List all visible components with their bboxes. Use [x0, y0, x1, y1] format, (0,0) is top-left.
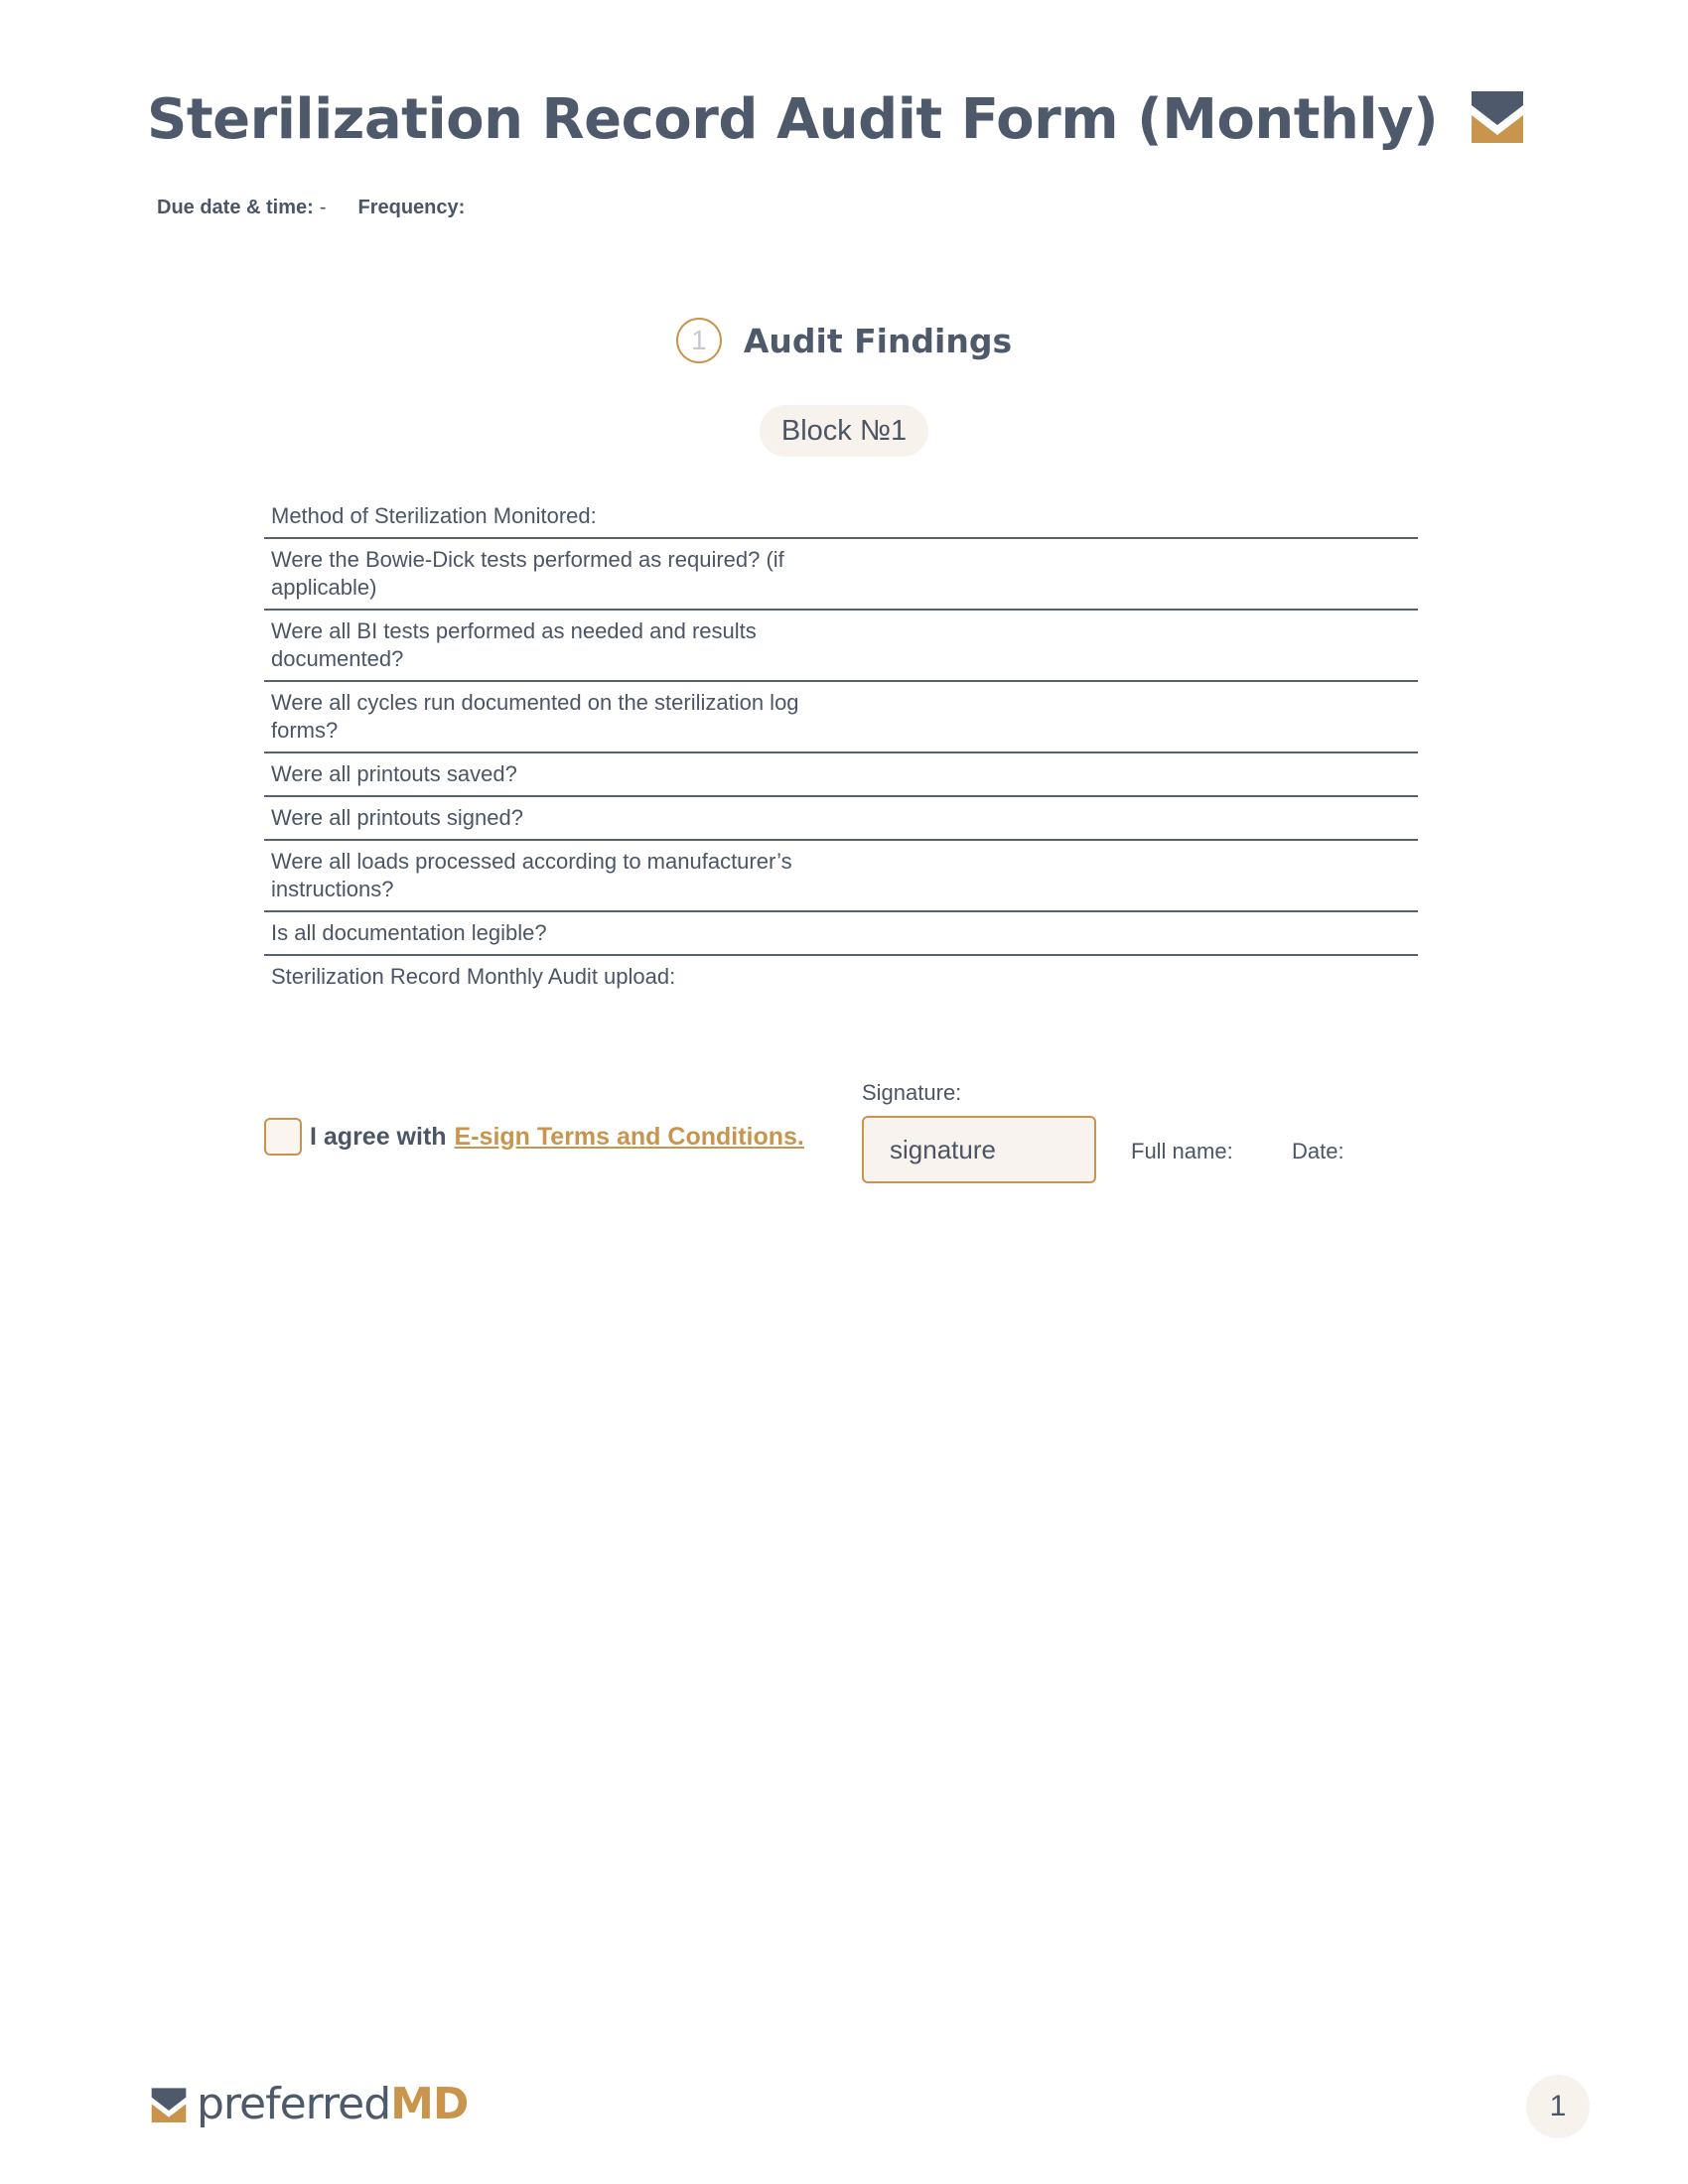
question-row — [264, 539, 1418, 611]
footer-logo-icon — [149, 2085, 189, 2124]
question-text: Is all documentation legible? — [271, 920, 547, 945]
due-date-value: - — [319, 197, 327, 218]
block-label: Block №1 — [760, 405, 928, 457]
agree-checkbox[interactable] — [264, 1118, 302, 1156]
questions-table — [264, 495, 1418, 998]
question-text: Were all cycles run documented on the sterilization log forms? — [271, 690, 799, 743]
brand-name — [197, 2079, 468, 2129]
frequency-label: Frequency: — [357, 197, 466, 218]
question-row — [264, 753, 1418, 797]
question-row — [264, 495, 1418, 539]
brand-name-part2: MD — [390, 2079, 469, 2129]
question-row — [264, 841, 1418, 912]
question-text: Method of Sterilization Monitored: — [271, 503, 597, 528]
form-meta — [157, 197, 465, 219]
question-row — [264, 797, 1418, 841]
page-title: Sterilization Record Audit Form (Monthly) — [147, 87, 1439, 152]
checkmark-logo-icon — [1468, 87, 1527, 145]
agree-terms — [264, 1118, 804, 1156]
full-name-label: Full name: — [1131, 1139, 1233, 1163]
question-text: Were all loads processed according to manufacturer’s instructions? — [271, 849, 792, 901]
brand-name-part1: preferred — [197, 2079, 391, 2129]
question-row — [264, 682, 1418, 753]
step-number: 1 — [676, 318, 722, 363]
due-date — [157, 197, 326, 219]
question-text: Sterilization Record Monthly Audit upload: — [271, 964, 676, 989]
section-header — [0, 318, 1688, 363]
question-row — [264, 611, 1418, 682]
signature-field[interactable]: signature — [862, 1116, 1096, 1183]
frequency — [357, 197, 465, 219]
footer-logo — [149, 2079, 468, 2129]
question-text: Were all printouts signed? — [271, 805, 523, 830]
agree-text: I agree with — [310, 1122, 447, 1151]
signature-label: Signature: — [862, 1080, 962, 1105]
question-row — [264, 956, 1418, 998]
due-date-label: Due date & time: — [157, 197, 314, 218]
question-text: Were all BI tests performed as needed and results documented? — [271, 618, 757, 671]
terms-link[interactable]: E-sign Terms and Conditions. — [454, 1122, 804, 1151]
question-row — [264, 912, 1418, 956]
date-label: Date: — [1292, 1139, 1344, 1163]
page-number: 1 — [1526, 2075, 1590, 2138]
section-title: Audit Findings — [743, 321, 1013, 360]
question-text: Were the Bowie-Dick tests performed as required? (if applicable) — [271, 547, 784, 600]
question-text: Were all printouts saved? — [271, 761, 517, 786]
